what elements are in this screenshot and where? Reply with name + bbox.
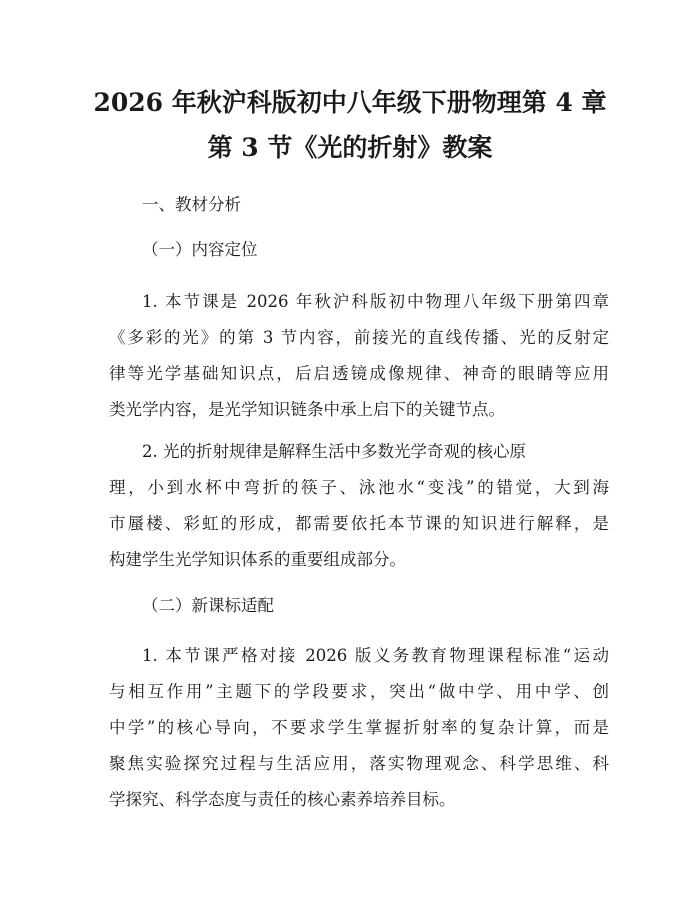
paragraph-1-line: 类光学内容，是光学知识链条中承上启下的关键节点。 [109, 400, 505, 419]
paragraph-2 [109, 434, 609, 578]
paragraph-3-line: 聚焦实验探究过程与生活应用，落实物理观念、科学思维、科 [109, 754, 609, 773]
paragraph-2-line: 理，小到水杯中弯折的筷子、泳池水“变浅”的错觉，大到海 [109, 478, 609, 497]
section-heading-textbook-analysis: 一、教材分析 [142, 195, 241, 214]
paragraph-3-line: 1. 本节课严格对接 2026 版义务教育物理课程标准“运动 [142, 646, 609, 665]
document-title-line-1: 2026 年秋沪科版初中八年级下册物理第 4 章 [93, 88, 607, 117]
paragraph-3-line: 学探究、科学态度与责任的核心素养培养目标。 [109, 790, 456, 809]
subsection-heading-new-curriculum: （二）新课标适配 [142, 596, 274, 615]
document-title-line-2: 第 3 节《光的折射》教案 [207, 133, 493, 162]
paragraph-3-line: 中学”的核心导向，不要求学生掌握折射率的复杂计算，而是 [109, 718, 609, 737]
paragraph-2-line: 构建学生光学知识体系的重要组成部分。 [109, 550, 406, 569]
paragraph-3-line: 与相互作用”主题下的学段要求，突出“做中学、用中学、创 [109, 682, 609, 701]
paragraph-2-line: 市蜃楼、彩虹的形成，都需要依托本节课的知识进行解释，是 [109, 514, 609, 533]
paragraph-1 [109, 284, 609, 428]
subsection-heading-content-positioning: （一）内容定位 [142, 240, 258, 259]
paragraph-3 [109, 638, 609, 818]
paragraph-1-line: 《多彩的光》的第 3 节内容，前接光的直线传播、光的反射定 [109, 328, 609, 347]
paragraph-2-line: 2. 光的折射规律是解释生活中多数光学奇观的核心原 [142, 442, 526, 461]
paragraph-1-line: 1. 本节课是 2026 年秋沪科版初中物理八年级下册第四章 [142, 292, 609, 311]
paragraph-1-line: 律等光学基础知识点，后启透镜成像规律、神奇的眼睛等应用 [109, 364, 609, 383]
